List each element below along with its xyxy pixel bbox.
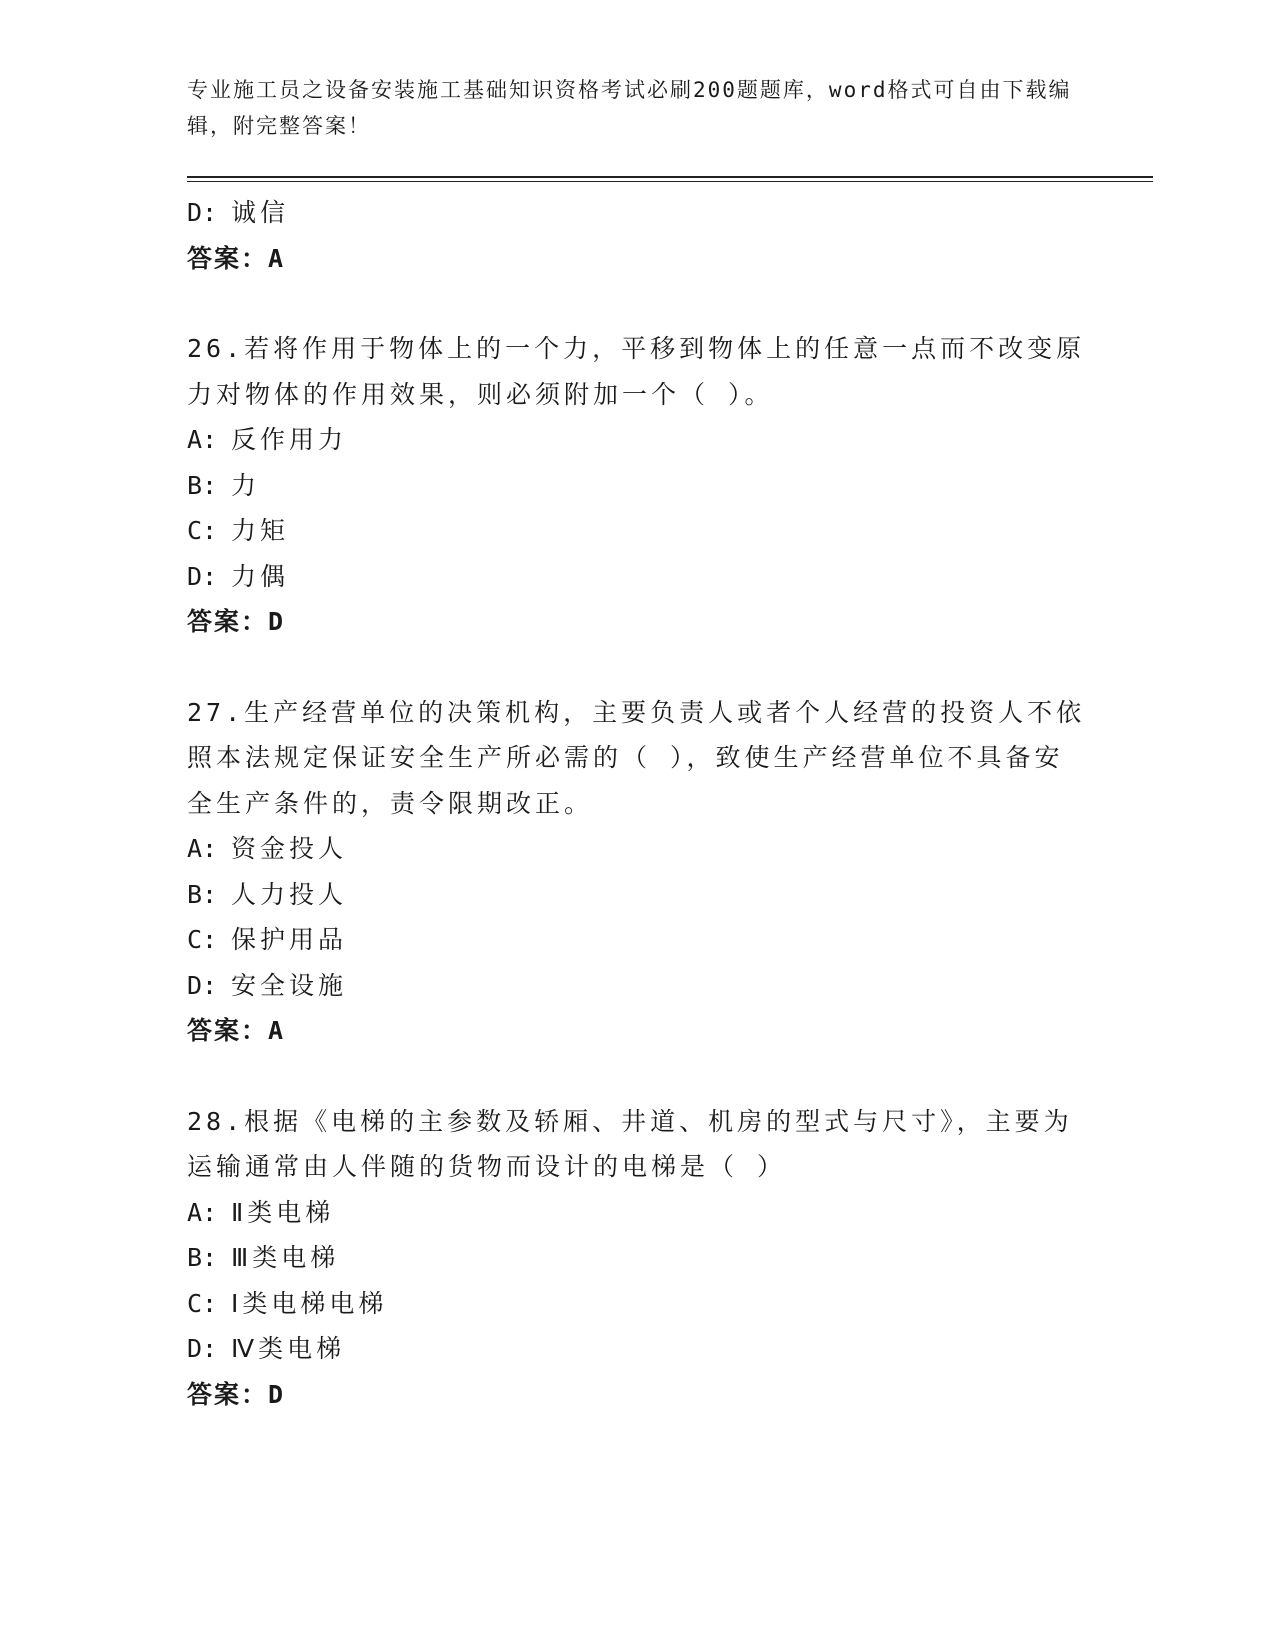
option-d <box>187 963 1087 1009</box>
option-d <box>187 1326 1087 1372</box>
option-text: 力 <box>231 470 261 500</box>
option-key: A: <box>187 425 218 454</box>
option-text: 资金投人 <box>231 834 348 863</box>
question-text-line: 运输通常由人伴随的货物而设计的电梯是（ ） <box>187 1152 787 1181</box>
question-27 <box>187 690 1087 1054</box>
header-divider-thick <box>187 176 1153 178</box>
option-text: Ⅳ类电梯 <box>231 1334 346 1363</box>
option-text: Ⅰ类电梯电梯 <box>231 1288 388 1318</box>
option-b <box>187 872 1087 918</box>
header-divider-thin <box>187 181 1153 182</box>
option-text: 力矩 <box>231 516 290 545</box>
question-text-line: 全生产条件的，责令限期改正。 <box>187 788 594 818</box>
option-key: C: <box>187 925 218 954</box>
answer: 答案：A <box>187 1016 286 1045</box>
option-b <box>187 463 1087 509</box>
option-text: 力偶 <box>231 561 290 591</box>
question-text-line: 28.根据《电梯的主参数及轿厢、井道、机房的型式与尺寸》，主要为 <box>187 1106 1073 1136</box>
option-d <box>187 554 1087 600</box>
option-text: Ⅲ类电梯 <box>231 1243 340 1272</box>
option-key: B: <box>187 470 218 500</box>
option-text: Ⅱ类电梯 <box>231 1197 335 1227</box>
option-b <box>187 1235 1087 1281</box>
spacer <box>187 281 1087 326</box>
question-text-line: 力对物体的作用效果，则必须附加一个（ ）。 <box>187 379 774 409</box>
question-26 <box>187 326 1087 645</box>
option-key: B: <box>187 1243 218 1272</box>
option-a <box>187 1190 1087 1236</box>
option-text: 反作用力 <box>231 425 348 454</box>
option-key: D: <box>187 561 218 591</box>
question-text-line: 26.若将作用于物体上的一个力，平移到物体上的任意一点而不改变原 <box>187 334 1086 363</box>
option-key: C: <box>187 1288 218 1318</box>
option-c <box>187 508 1087 554</box>
question-content <box>187 190 1087 1417</box>
option-key: C: <box>187 516 218 545</box>
option-key: A: <box>187 1197 218 1227</box>
question-text-line: 27.生产经营单位的决策机构，主要负责人或者个人经营的投资人不依 <box>187 697 1086 727</box>
option-text: 安全设施 <box>231 970 348 1000</box>
option-key: A: <box>187 834 218 863</box>
spacer <box>187 645 1087 690</box>
spacer <box>187 1054 1087 1099</box>
question-text-line: 照本法规定保证安全生产所必需的（ ），致使生产经营单位不具备安 <box>187 743 1064 772</box>
prev-option-d <box>187 190 1087 236</box>
option-text: 人力投人 <box>231 879 348 909</box>
option-a <box>187 826 1087 872</box>
page-header: 专业施工员之设备安装施工基础知识资格考试必刷200题题库，word格式可自由下载编辑，附完整答案！ <box>187 78 1072 138</box>
option-c <box>187 917 1087 963</box>
option-text: 保护用品 <box>231 925 348 954</box>
question-28 <box>187 1099 1087 1418</box>
option-text: 诚信 <box>231 198 290 227</box>
prev-answer: 答案：A <box>187 243 286 273</box>
option-key: D: <box>187 1334 218 1363</box>
option-key: D: <box>187 198 218 227</box>
option-a <box>187 417 1087 463</box>
option-key: D: <box>187 970 218 1000</box>
option-key: B: <box>187 879 218 909</box>
answer: 答案：D <box>187 607 286 636</box>
option-c <box>187 1281 1087 1327</box>
answer: 答案：D <box>187 1379 286 1409</box>
